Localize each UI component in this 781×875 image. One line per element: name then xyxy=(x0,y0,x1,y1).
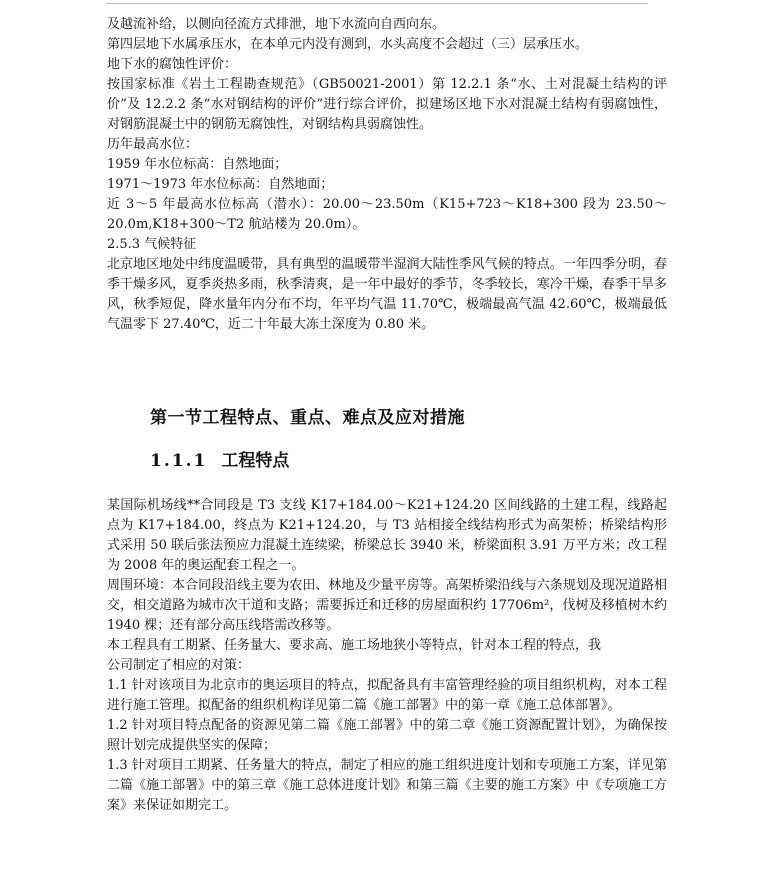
paragraph: 按国家标准《岩土工程勘查规范》（GB50021-2001）第 12.2.1 条“水、土对混凝土结构的评价”及 12.2.2 条“水对钢结构的评价”进行综合评价，拟建场区地下水对混凝土结构有弱腐蚀性，对钢筋混凝土中的钢筋无腐蚀性，对钢结构具弱腐蚀性。 xyxy=(107,77,667,132)
paragraph: 公司制定了相应的对策： xyxy=(107,658,251,673)
paragraph: 第四层地下水属承压水，在本单元内没有测到，水头高度不会超过（三）层承压水。 xyxy=(107,37,589,52)
paragraph: 1.1 针对该项目为北京市的奥运项目的特点，拟配备具有丰富管理经验的项目组织机构，对本工程进行施工管理。拟配备的组织机构详见第二篇《施工部署》中的第一章《施工总体部署》。 xyxy=(107,678,667,713)
paragraph: 1.3 针对项目工期紧、任务量大的特点，制定了相应的施工组织进度计划和专项施工方案，详见第二篇《施工部署》中的第三章《施工总体进度计划》和第三篇《主要的施工方案》中《专项施工方案》来保证如期完工。 xyxy=(107,758,667,813)
paragraph: 周围环境：本合同段沿线主要为农田、林地及少量平房等。高架桥梁沿线与六条规划及现况道路相交，相交道路为城市次干道和支路；需要拆迁和迁移的房屋面积约 17706m²，伐树及移植树木约 1940 棵；还有部分高压线塔需改移等。 xyxy=(107,578,667,633)
paragraph: 1.2 针对项目特点配备的资源见第二篇《施工部署》中的第二章《施工资源配置计划》，为确保按照计划完成提供坚实的保障； xyxy=(107,718,667,753)
paragraph: 1959 年水位标高：自然地面； xyxy=(107,157,288,172)
paragraph: 北京地区地处中纬度温暖带，具有典型的温暖带半湿润大陆性季风气候的特点。一年四季分明，春季干燥多风，夏季炎热多雨，秋季清爽，是一年中最好的季节，冬季较长，寒冷干燥，春季干旱多风，秋季短促，降水量年内分布不均，年平均气温 11.70℃，极端最高气温 42.60℃，极端最低气温零下 27.40℃，近二十年最大冻土深度为 0.80 米。 xyxy=(107,257,667,332)
paragraph: 1971～1973 年水位标高：自然地面； xyxy=(107,177,334,192)
document-body-upper xyxy=(107,15,667,335)
paragraph: 近 3～5 年最高水位标高（潜水）：20.00～23.50m（K15+723～K18+300 段为 23.50～20.0m,K18+300～T2 航站楼为 20.0m）。 xyxy=(107,197,667,232)
subsection-heading xyxy=(150,446,289,471)
paragraph: 本工程具有工期紧、任务量大、要求高、施工场地狭小等特点，针对本工程的特点，我 xyxy=(107,638,602,653)
paragraph: 及越流补给，以侧向径流方式排泄，地下水流向自西向东。 xyxy=(107,17,446,32)
paragraph: 某国际机场线**合同段是 T3 支线 K17+184.00～K21+124.20 区间线路的土建工程，线路起点为 K17+184.00，终点为 K21+124.20，与 T3 站相接全线结构形式为高架桥；桥梁结构形式采用 50 联后张法预应力混凝土连续梁，桥梁总长 3940 米，桥梁面积 3.91 万平方米；改工程为 2008 年的奥运配套工程之一。 xyxy=(107,498,667,573)
heading-number: 1.1.1 xyxy=(150,451,208,471)
heading-title: 工程特点 xyxy=(221,451,290,471)
section-heading: 第一节工程特点、重点、难点及应对措施 xyxy=(150,408,465,428)
paragraph: 地下水的腐蚀性评价： xyxy=(107,57,238,72)
subsection-title: 2.5.3 气候特征 xyxy=(107,237,197,252)
document-body-lower xyxy=(107,496,667,816)
paragraph: 历年最高水位： xyxy=(107,137,199,152)
header-rule xyxy=(106,3,648,4)
